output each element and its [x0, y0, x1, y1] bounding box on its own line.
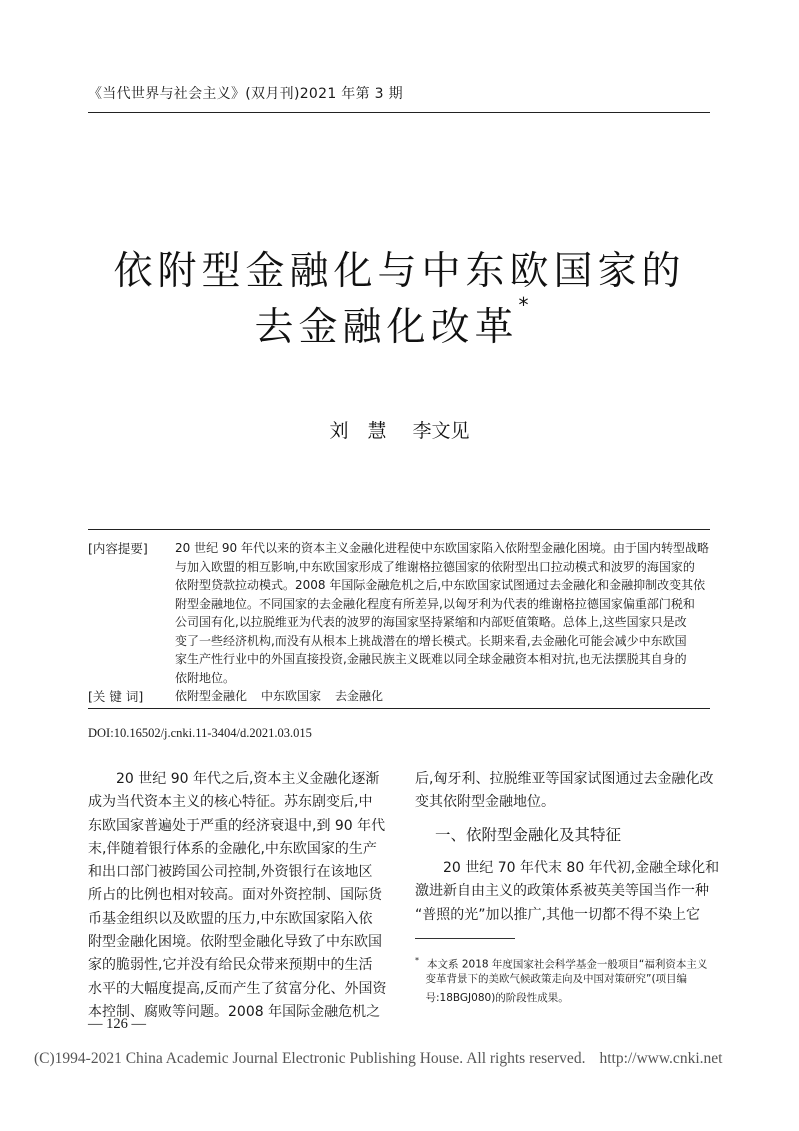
body-line: 和出口部门被跨国公司控制,外资银行在该地区	[88, 864, 373, 881]
cnki-url-link[interactable]: http://www.cnki.net	[599, 1050, 723, 1067]
journal-running-header: 《当代世界与社会主义》(双月刊)2021 年第 3 期	[88, 86, 403, 102]
body-line: 东欧国家普遍处于严重的经济衰退中,到 90 年代	[88, 817, 386, 834]
footnote-mark: *	[415, 956, 419, 965]
body-line: 附型金融化困境。依附型金融化导致了中东欧国	[88, 934, 382, 951]
abstract-top-rule	[88, 529, 710, 530]
body-line: 水平的大幅度提高,反而产生了贫富分化、外国资	[88, 980, 387, 997]
keyword: 中东欧国家	[261, 689, 322, 703]
author-name: 李文见	[412, 420, 470, 442]
body-line: 20 世纪 70 年代末 80 年代初,金融全球化和	[415, 860, 720, 876]
footnote-line-text: 本文系 2018 年度国家社会科学基金一般项目“福利资本主义	[427, 958, 708, 971]
doi[interactable]: DOI:10.16502/j.cnki.11-3404/d.2021.03.015	[88, 726, 312, 740]
abstract-line: 家生产性行业中的外国直接投资,金融民族主义既难以同全球金融资本相对抗,也无法摆脱其自身的	[175, 652, 687, 666]
body-line: 所占的比例也相对较高。面对外资控制、国际货	[88, 887, 382, 904]
keywords-list	[175, 687, 383, 704]
body-line: 本控制、腐败等问题。2008 年国际金融危机之	[88, 1003, 381, 1020]
footnote-line-text: 变革背景下的美欧气候政策走向及中国对策研究”(项目编	[425, 973, 688, 985]
body-right-column-top	[415, 768, 715, 815]
footnote	[415, 951, 715, 1008]
abstract-line: 20 世纪 90 年代以来的资本主义金融化进程使中东欧国家陷入依附型金融化困境。由于国内转型战略	[175, 541, 709, 555]
footnote-line	[415, 951, 715, 970]
copyright-footer	[34, 1050, 774, 1068]
abstract-line: 与加入欧盟的相互影响,中东欧国家形成了维谢格拉德国家的依附型出口拉动模式和波罗的海国家的	[175, 559, 695, 574]
author-name: 刘 慧	[329, 420, 387, 442]
footnote-line	[415, 989, 715, 1008]
abstract-line: 变了一些经济机构,而没有从根本上挑战潜在的增长模式。长期来看,去金融化可能会减少中东欧国	[175, 633, 687, 648]
footnote-line	[415, 970, 715, 989]
keyword: 去金融化	[335, 689, 384, 703]
body-line: “普照的光”加以推广,其他一切都不得不染上它	[415, 906, 700, 923]
abstract-label: [内容提要]	[88, 541, 148, 556]
body-left-column	[88, 768, 398, 1024]
article-title-line-2	[0, 293, 791, 352]
body-line: 成为当代资本主义的核心特征。苏东剧变后,中	[88, 794, 373, 811]
body-line: 激进新自由主义的政策体系被英美等国当作一种	[415, 883, 709, 900]
footnote-rule	[415, 938, 515, 939]
keyword: 依附型金融化	[175, 689, 248, 703]
abstract-line: 附型金融地位。不同国家的去金融化程度有所差异,以匈牙利为代表的维谢格拉德国家偏重部门税和	[175, 596, 695, 611]
abstract-bottom-rule	[88, 708, 710, 709]
title-footnote-mark[interactable]: *	[518, 293, 529, 317]
footnote-line-text: 号:18BGJ080)的阶段性成果。	[425, 992, 569, 1004]
body-line: 家的脆弱性,它并没有给民众带来预期中的生活	[88, 957, 373, 974]
article-title-line-1: 依附型金融化与中东欧国家的	[113, 249, 686, 294]
header-rule	[88, 112, 710, 113]
abstract-line: 依附型贷款拉动模式。2008 年国际金融危机之后,中东欧国家试图通过去金融化和金融抑制改变其依	[175, 578, 706, 592]
body-line: 20 世纪 90 年代之后,资本主义金融化逐渐	[88, 771, 380, 787]
article-title-line-2-text: 去金融化改革	[254, 305, 519, 350]
body-line: 变其依附型金融地位。	[415, 794, 555, 811]
copyright-notice: (C)1994-2021 China Academic Journal Electronic Publishing House. All rights reserved.	[34, 1050, 586, 1067]
section-heading: 一、依附型金融化及其特征	[435, 826, 622, 844]
authors	[0, 416, 799, 443]
body-right-column-section	[415, 857, 720, 927]
keywords-label: [关 键 词]	[88, 689, 144, 704]
body-line: 币基金组织以及欧盟的压力,中东欧国家陷入依	[88, 910, 373, 927]
abstract-line: 依附地位。	[175, 670, 236, 685]
abstract-text	[175, 539, 707, 687]
page-number: — 126 —	[88, 1016, 146, 1032]
body-line: 末,伴随着银行体系的金融化,中东欧国家的生产	[88, 840, 377, 857]
abstract-line: 公司国有化,以拉脱维亚为代表的波罗的海国家坚持紧缩和内部贬值策略。总体上,这些国家只是改	[175, 615, 687, 629]
body-line: 后,匈牙利、拉脱维亚等国家试图通过去金融化改	[415, 771, 714, 787]
